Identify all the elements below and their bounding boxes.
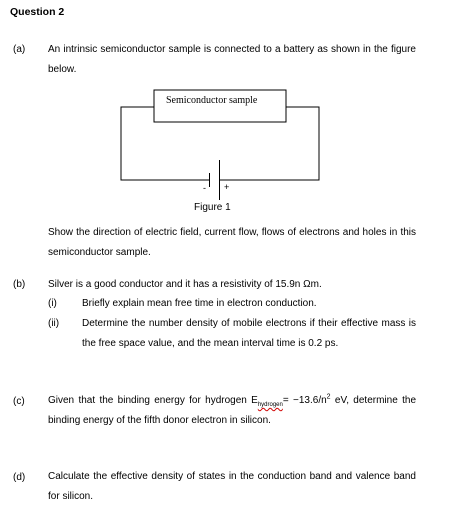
part-b-intro: Silver is a good conductor and it has a resistivity of 15.9n Ωm.: [48, 279, 322, 290]
part-c-text: Given that the binding energy for hydrogen $E_{hydrogen}= -13.6/n^2$ eV, determine the binding energy of the fifth donor electron in silicon.: [48, 393, 417, 426]
figure-caption: Figure 1: [194, 202, 231, 213]
battery-minus-label: -: [203, 183, 206, 193]
part-d-label: (d): [13, 472, 26, 483]
part-b-i-label: (i): [48, 298, 57, 309]
part-c-label: (c): [13, 396, 25, 407]
part-a-task: Show the direction of electric field, current flow, flows of electrons and holes in this semiconductor sample.: [48, 227, 416, 258]
part-b-i-text: Briefly explain mean free time in electron conduction.: [82, 298, 317, 309]
question-title: Question 2: [10, 6, 65, 18]
part-b-ii-text: Determine the number density of mobile electrons if their effective mass is the free space value, and the mean interval time is 0.2 ps.: [82, 318, 416, 349]
sample-label: Semiconductor sample: [166, 95, 258, 106]
battery-plus-label: +: [224, 182, 230, 192]
part-b-ii-label: (ii): [48, 318, 60, 329]
circuit-figure: [0, 0, 462, 230]
part-b-label: (b): [13, 279, 26, 290]
part-a-intro: An intrinsic semiconductor sample is connected to a battery as shown in the figure below.: [48, 44, 416, 75]
part-a-label: (a): [13, 44, 26, 55]
part-d-text: Calculate the effective density of states in the conduction band and valence band for silicon.: [48, 471, 416, 502]
